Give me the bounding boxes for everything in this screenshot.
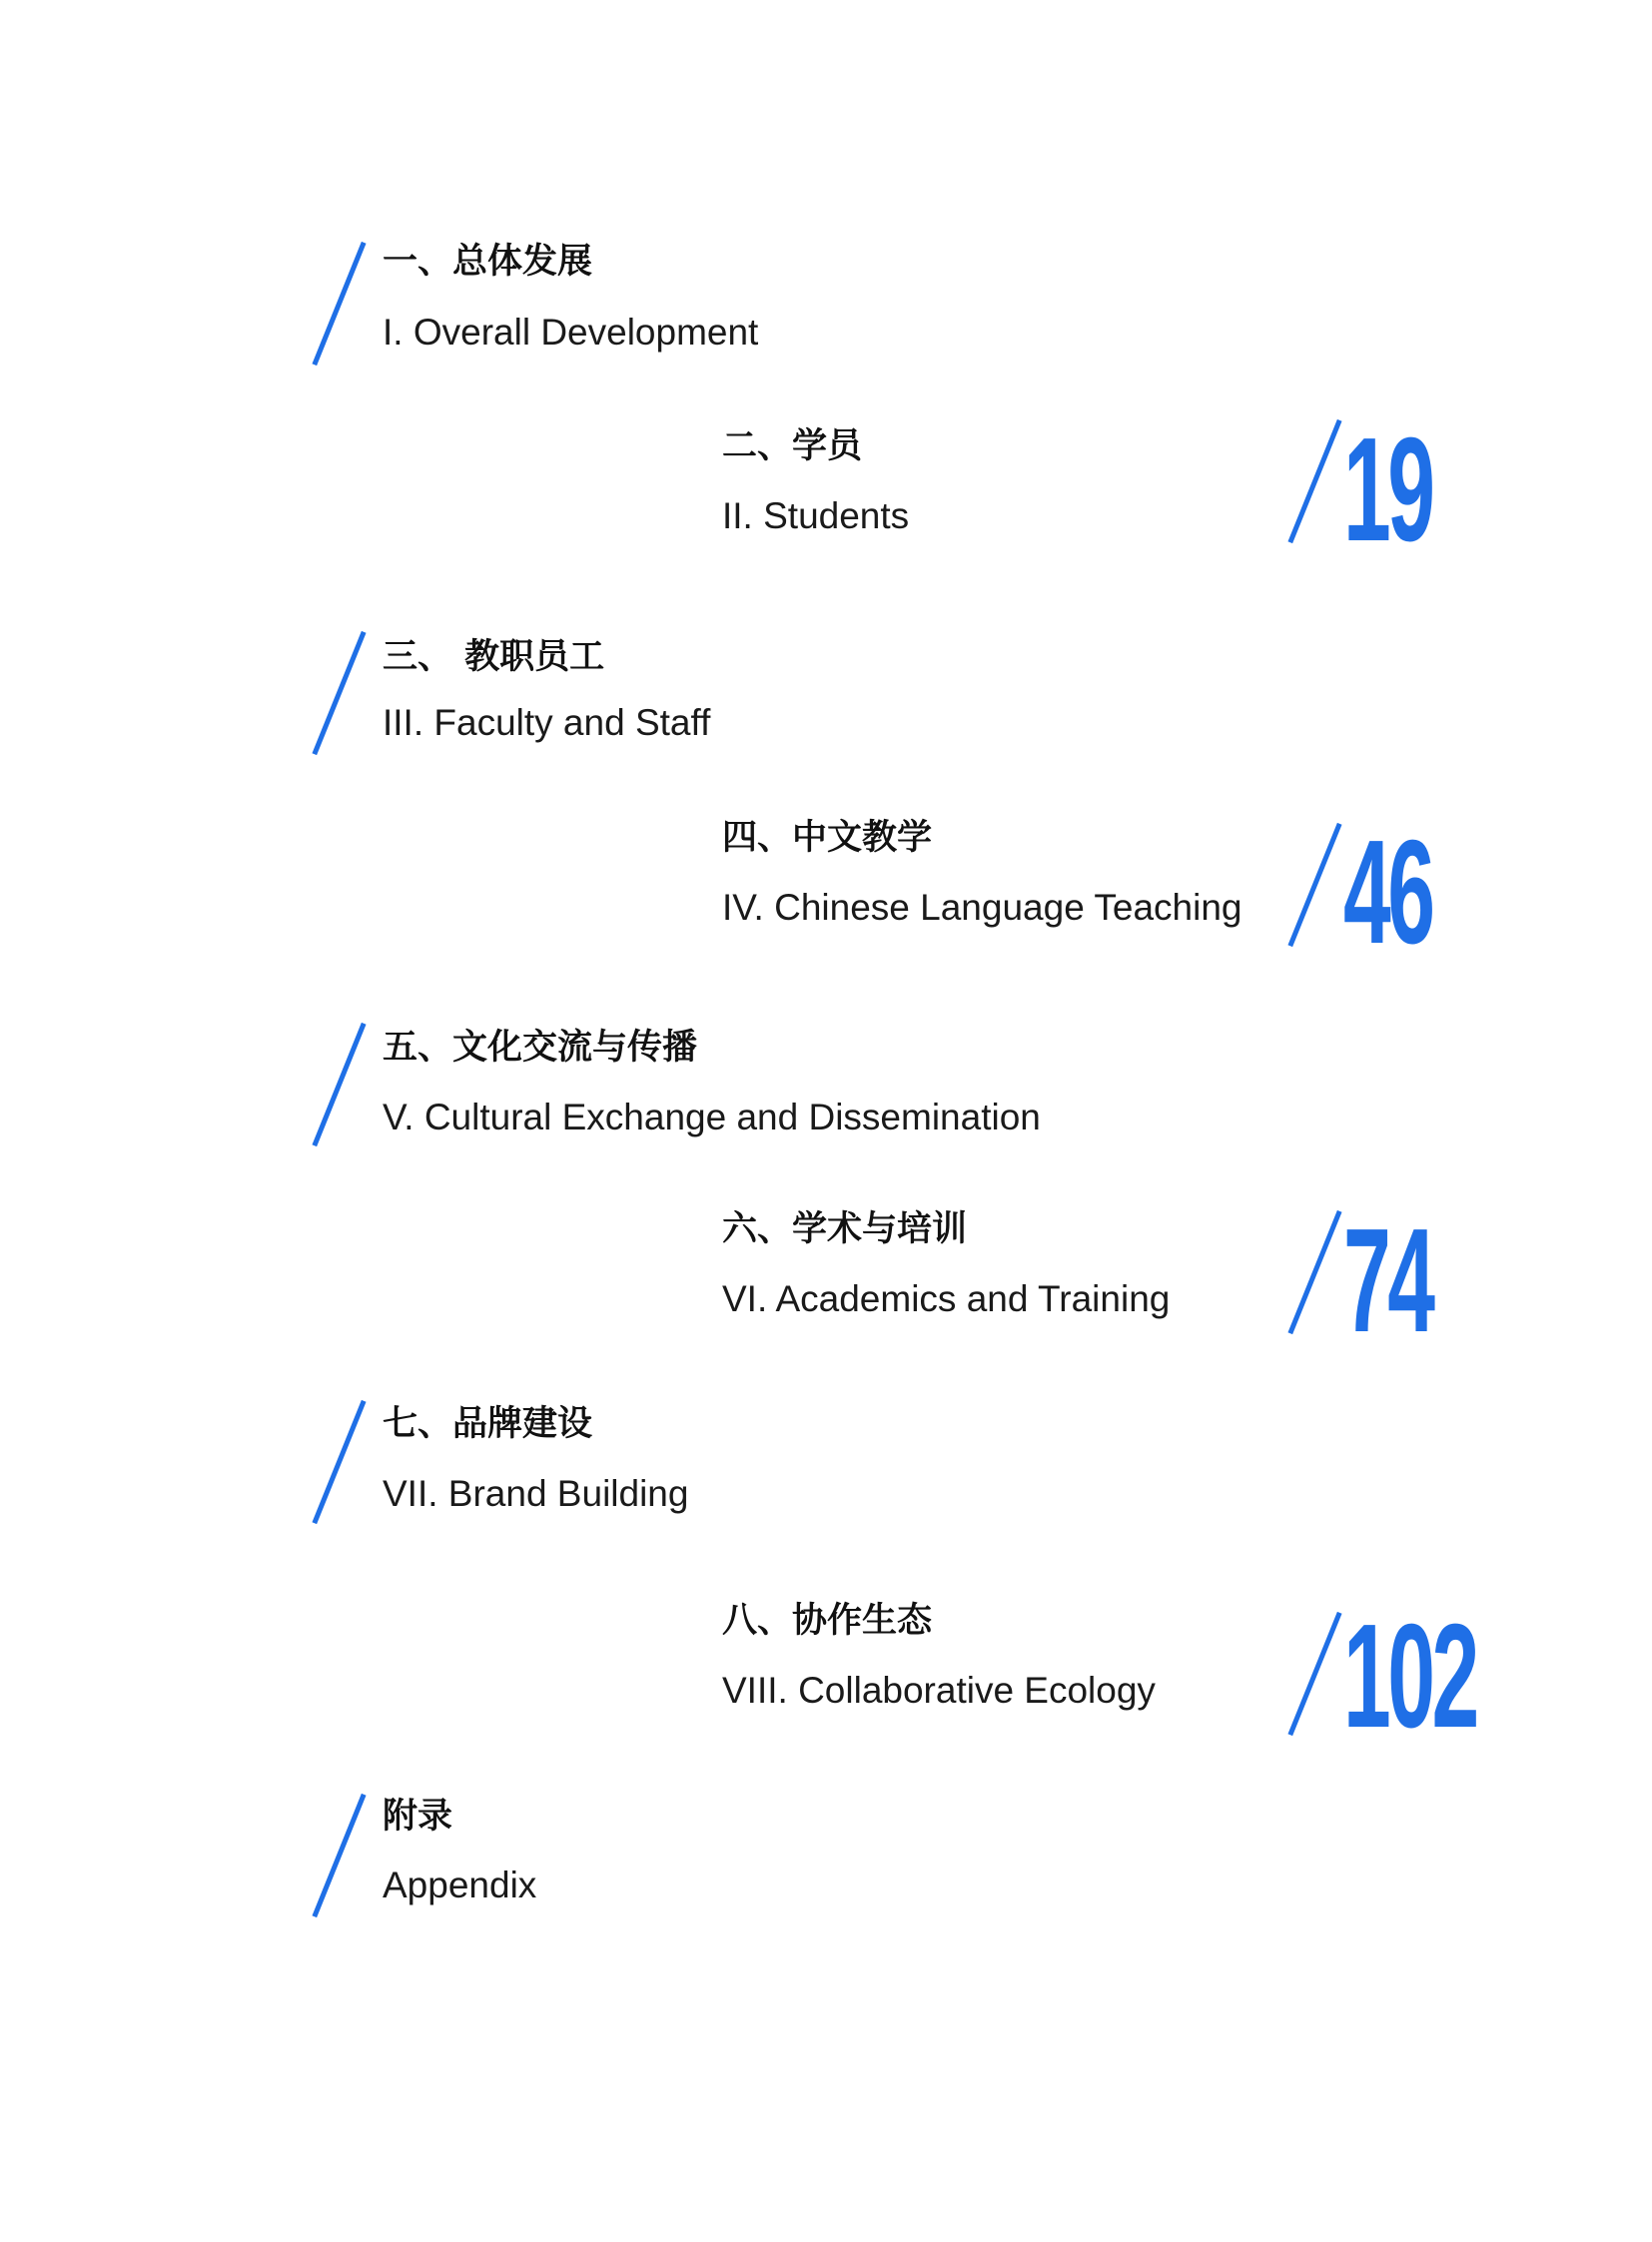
slash-divider — [312, 1023, 366, 1146]
section-title-cn: 一、总体发展 — [383, 242, 593, 282]
section-title-cn: 七、品牌建设 — [383, 1404, 593, 1444]
section-title-cn: 五、文化交流与传播 — [383, 1028, 698, 1068]
section-title-en: III. Faculty and Staff — [383, 702, 711, 743]
slash-divider — [1287, 419, 1341, 543]
section-title-cn: 二、学员 — [722, 426, 863, 466]
slash-divider — [1287, 1210, 1341, 1334]
section-title-cn: 八、协作生态 — [722, 1601, 933, 1641]
slash-divider — [1287, 823, 1341, 947]
section-title-en: Appendix — [383, 1865, 537, 1905]
section-title-cn: 六、学术与培训 — [722, 1209, 968, 1249]
section-title-cn: 三、 教职员工 — [383, 637, 605, 677]
section-title-en: II. Students — [722, 495, 910, 536]
slash-divider — [312, 242, 366, 366]
section-title-cn: 四、中文教学 — [722, 818, 933, 858]
slash-divider — [1287, 1612, 1341, 1736]
page-number: 74 — [1343, 1198, 1432, 1363]
section-title-en: IV. Chinese Language Teaching — [722, 887, 1242, 928]
slash-divider — [312, 1400, 366, 1524]
page-number: 19 — [1343, 407, 1432, 572]
slash-divider — [312, 1794, 366, 1917]
section-title-en: VII. Brand Building — [383, 1473, 689, 1514]
section-title-en: I. Overall Development — [383, 312, 759, 353]
page-number: 46 — [1343, 810, 1432, 975]
section-title-en: V. Cultural Exchange and Dissemination — [383, 1097, 1041, 1137]
section-title-cn: 附录 — [383, 1797, 453, 1837]
section-title-en: VIII. Collaborative Ecology — [722, 1670, 1156, 1711]
section-title-en: VI. Academics and Training — [722, 1278, 1171, 1319]
page-number: 102 — [1343, 1594, 1476, 1759]
slash-divider — [312, 631, 366, 755]
